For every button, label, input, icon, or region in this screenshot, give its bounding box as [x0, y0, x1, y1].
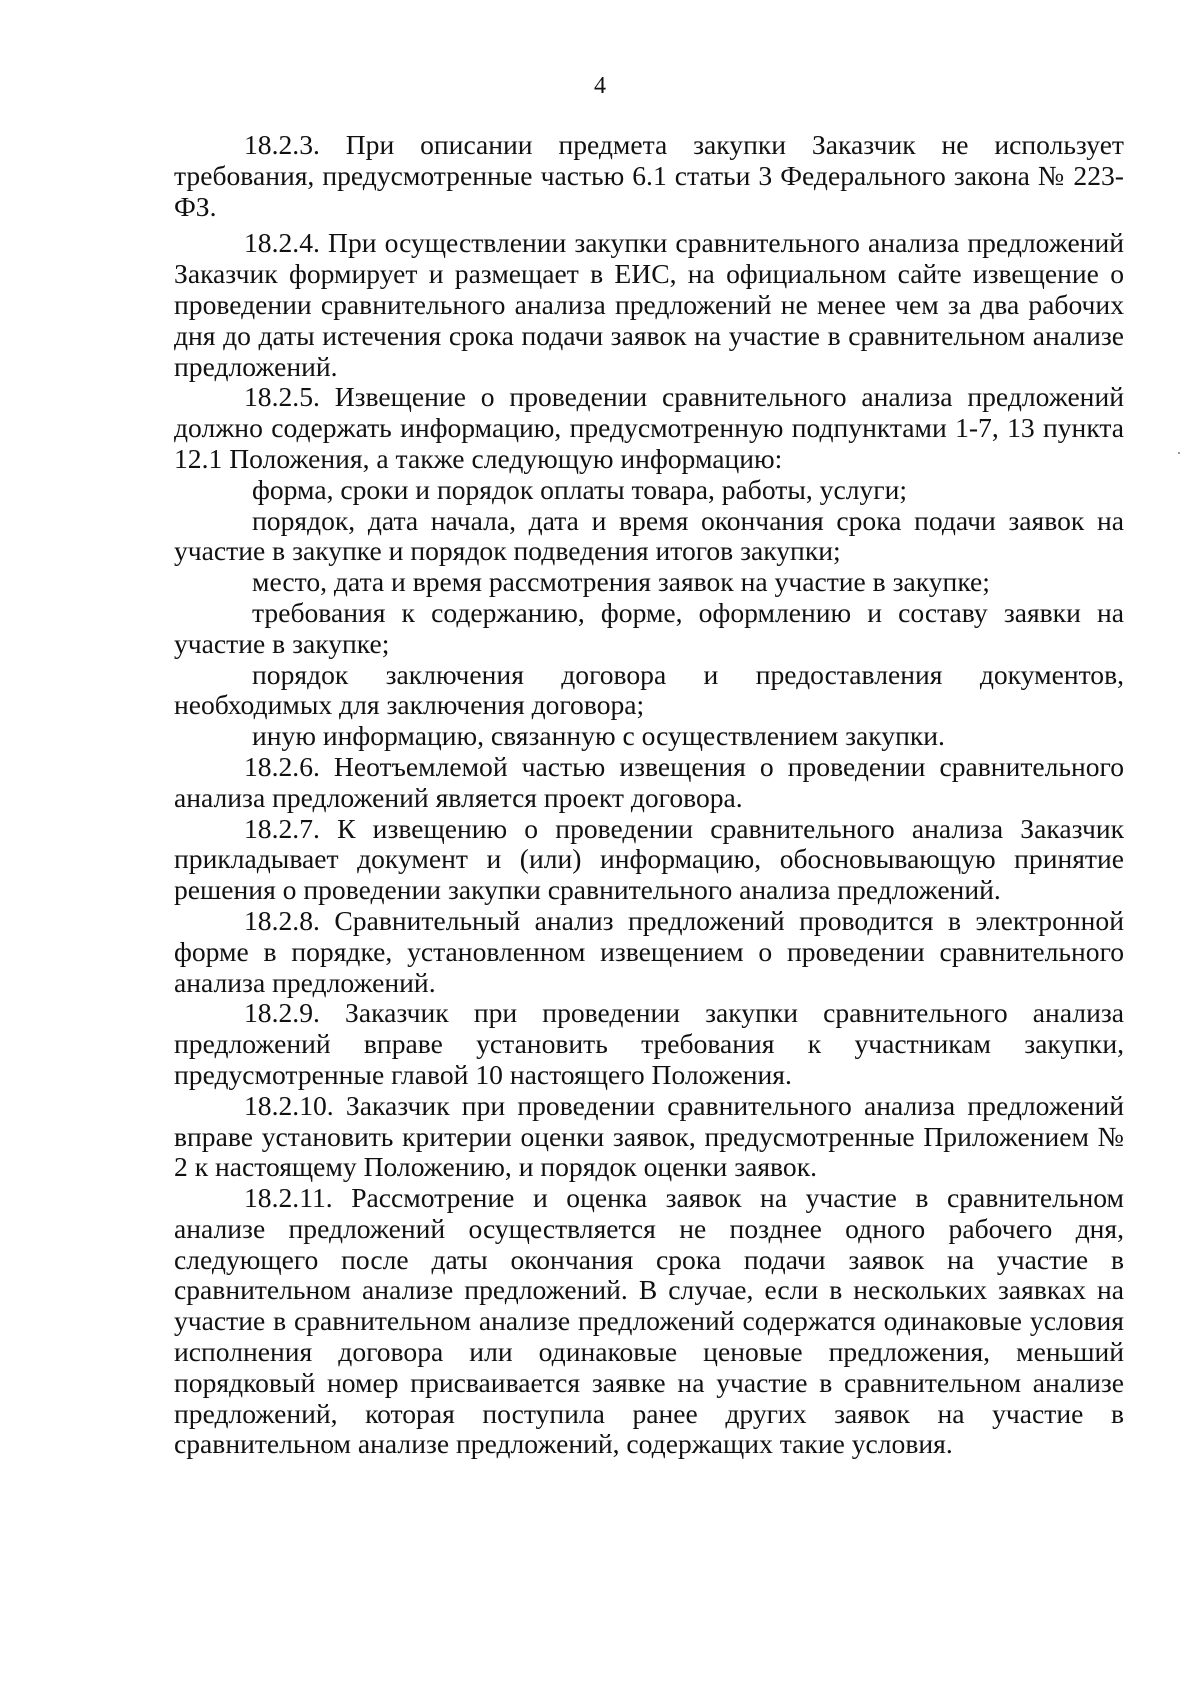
list-item-other-information: иную информацию, связанную с осуществлением закупки. [252, 720, 945, 752]
paragraph-18-2-10: 18.2.10. Заказчик при проведении сравнительного анализа предложений вправе установить критерии оценки заявок, предусмотренные Приложением № 2 к настоящему Положению, и порядок оценки заявок. [174, 1089, 1124, 1183]
list-item-review-place-time: место, дата и время рассмотрения заявок на участие в закупке; [252, 566, 990, 598]
paragraph-18-2-11: 18.2.11. Рассмотрение и оценка заявок на участие в сравнительном анализе предложений осуществляется не позднее одного рабочего дня, следующего после даты окончания срока подачи заявок на участие в сравнительном анализе предложений. В случае, если в нескольких заявках на участие в сравнительном анализе предложений содержатся одинаковые условия исполнения договора или одинаковые ценовые предложения, меньший порядковый номер присваивается заявке на участие в сравнительном анализе предложений, которая поступила ранее других заявок на участие в сравнительном анализе предложений, содержащих такие условия. [174, 1182, 1124, 1460]
list-item-application-deadlines: порядок, дата начала, дата и время окончания срока подачи заявок на участие в закупке и порядок подведения итогов закупки; [174, 504, 1124, 567]
list-item-application-requirements: требования к содержанию, форме, оформлению и составу заявки на участие в закупке; [174, 596, 1124, 659]
list-item-contract-procedure: порядок заключения договора и предоставления документов, необходимых для заключения договора; [174, 658, 1124, 721]
paragraph-18-2-9: 18.2.9. Заказчик при проведении закупки сравнительного анализа предложений вправе установить требования к участникам закупки, предусмотренные главой 10 настоящего Положения. [174, 997, 1124, 1090]
scan-speck [1178, 452, 1180, 454]
paragraph-18-2-4: 18.2.4. При осуществлении закупки сравнительного анализа предложений Заказчик формирует и размещает в ЕИС, на официальном сайте извещение о проведении сравнительного анализа предложений не менее чем за два рабочих дня до даты истечения срока подачи заявок на участие в сравнительном анализе предложений. [174, 227, 1124, 382]
list-item-payment: форма, сроки и порядок оплаты товара, работы, услуги; [252, 473, 908, 505]
paragraph-18-2-3: 18.2.3. При описании предмета закупки Заказчик не использует требования, предусмотренные частью 6.1 статьи 3 Федерального закона № 223-ФЗ. [174, 129, 1124, 222]
paragraph-18-2-8: 18.2.8. Сравнительный анализ предложений проводится в электронной форме в порядке, установленном извещением о проведении сравнительного анализа предложений. [174, 904, 1124, 998]
paragraph-18-2-5: 18.2.5. Извещение о проведении сравнительного анализа предложений должно содержать информацию, предусмотренную подпунктами 1-7, 13 пункта 12.1 Положения, а также следующую информацию: [174, 381, 1124, 474]
page-number: 4 [594, 73, 606, 99]
paragraph-18-2-6: 18.2.6. Неотъемлемой частью извещения о проведении сравнительного анализа предложений является проект договора. [174, 750, 1124, 813]
paragraph-18-2-7: 18.2.7. К извещению о проведении сравнительного анализа Заказчик прикладывает документ и (или) информацию, обосновывающую принятие решения о проведении закупки сравнительного анализа предложений. [174, 812, 1124, 906]
document-body [174, 130, 1124, 1460]
